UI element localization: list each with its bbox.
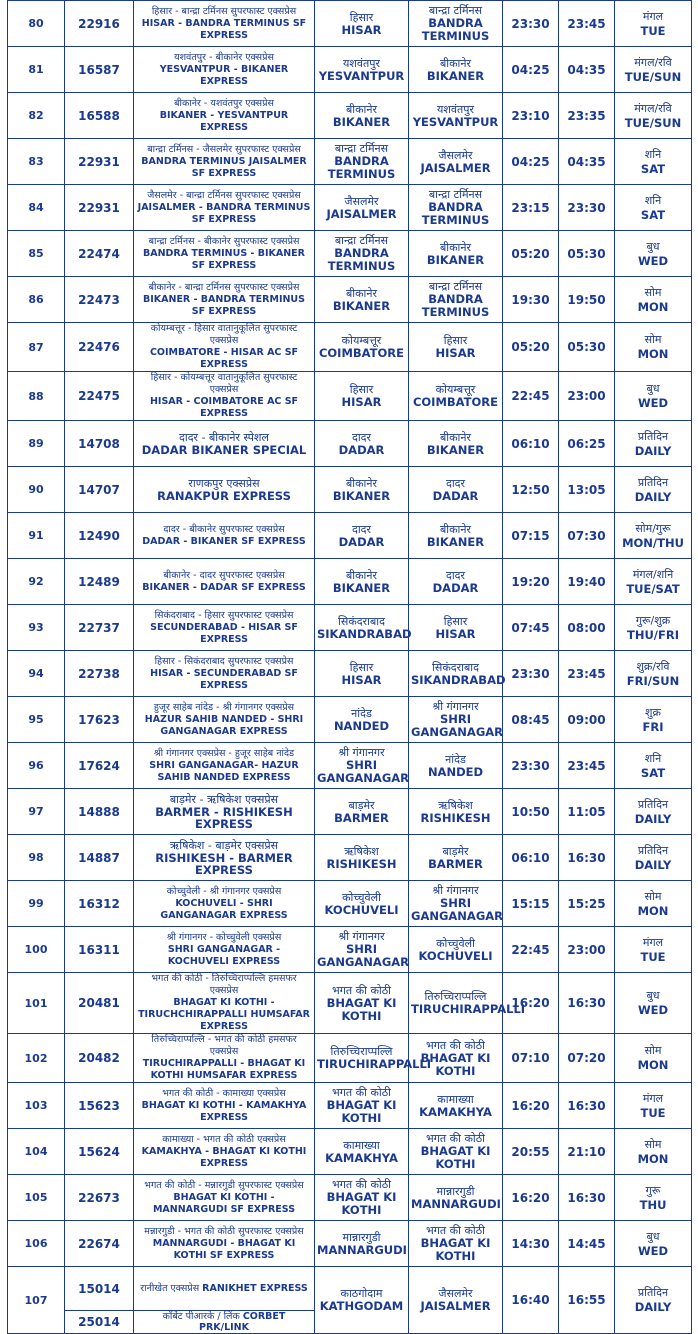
table-row [8,1129,692,1175]
serial-number: 88 [8,372,65,421]
serial-number: 84 [8,185,65,231]
serial-number: 83 [8,139,65,185]
running-days: प्रतिदिन DAILY [615,467,692,513]
from-station: ऋषिकेश RISHIKESH [315,835,409,881]
to-station: तिरुच्चिराप्पल्लि TIRUCHIRAPPALLI [409,973,503,1034]
arrival-time: 12:50 [503,467,559,513]
train-number: 17623 [65,697,134,743]
arrival-time: 23:10 [503,93,559,139]
serial-number: 105 [8,1175,65,1221]
train-number: 22474 [65,231,134,277]
train-number: 15014 [65,1267,134,1311]
running-days: सोम/गुरू MON/THU [615,513,692,559]
from-station: कामाख्या KAMAKHYA [315,1129,409,1175]
train-timetable [7,0,692,1334]
running-days: मंगल/रवि TUE/SUN [615,93,692,139]
departure-time: 09:00 [559,697,615,743]
from-station: हिसार HISAR [315,1,409,47]
from-station: जैसलमेर JAISALMER [315,185,409,231]
from-station: बीकानेर BIKANER [315,467,409,513]
departure-time: 16:30 [559,1083,615,1129]
table-row [8,231,692,277]
table-row [8,651,692,697]
arrival-time: 07:15 [503,513,559,559]
to-station: बीकानेर BIKANER [409,421,503,467]
table-row [8,559,692,605]
train-name: हिसार - कोयम्बत्तूर वातानुकूलित सुपरफास्ट एक्सप्रेस HISAR - COIMBATORE AC SF EXPRESS [134,372,315,421]
departure-time: 08:00 [559,605,615,651]
table-row [8,881,692,927]
to-station: श्री गंगानगर SHRI GANGANAGAR [409,881,503,927]
table-row [8,323,692,372]
train-name: श्री गंगानगर - कोच्चुवेली एक्सप्रेस SHRI GANGANAGAR - KOCHUVELI EXPRESS [134,927,315,973]
to-station: बीकानेर BIKANER [409,513,503,559]
to-station: मान्नारगुडी MANNARGUDI [409,1175,503,1221]
table-row [8,835,692,881]
train-name: हिसार - सिकंदराबाद सुपरफास्ट एक्सप्रेस HISAR - SECUNDERABAD SF EXPRESS [134,651,315,697]
train-number: 16587 [65,47,134,93]
from-station: सिकंदराबाद SIKANDRABAD [315,605,409,651]
table-row [8,743,692,789]
serial-number: 90 [8,467,65,513]
train-number: 22476 [65,323,134,372]
train-number: 22916 [65,1,134,47]
train-number: 25014 [65,1311,134,1334]
arrival-time: 16:20 [503,1083,559,1129]
to-station: कामाख्या KAMAKHYA [409,1083,503,1129]
serial-number: 95 [8,697,65,743]
train-name: बान्द्रा टर्मिनस - बीकानेर सुपरफास्ट एक्सप्रेस BANDRA TERMINUS - BIKANER SF EXPRESS [134,231,315,277]
arrival-time: 19:30 [503,277,559,323]
table-row [8,1267,692,1311]
arrival-time: 16:40 [503,1267,559,1334]
to-station: नांदेड NANDED [409,743,503,789]
serial-number: 80 [8,1,65,47]
train-name: यशवंतपुर - बीकानेर एक्सप्रेस YESVANTPUR - BIKANER EXPRESS [134,47,315,93]
train-number: 22475 [65,372,134,421]
serial-number: 93 [8,605,65,651]
table-row [8,927,692,973]
running-days: मंगल TUE [615,927,692,973]
to-station: हिसार HISAR [409,323,503,372]
from-station: बाड़मेर BARMER [315,789,409,835]
train-name: कोच्चुवेली - श्री गंगानगर एक्सप्रेस KOCHUVELI - SHRI GANGANAGAR EXPRESS [134,881,315,927]
arrival-time: 14:30 [503,1221,559,1267]
train-number: 22673 [65,1175,134,1221]
table-row [8,973,692,1034]
to-station: बान्द्रा टर्मिनस BANDRA TERMINUS [409,277,503,323]
train-number: 22674 [65,1221,134,1267]
serial-number: 86 [8,277,65,323]
running-days: प्रतिदिन DAILY [615,835,692,881]
to-station: बीकानेर BIKANER [409,47,503,93]
train-name: बान्द्रा टर्मिनस - जैसलमेर सुपरफास्ट एक्सप्रेस BANDRA TERMINUS JAISALMER SF EXPRESS [134,139,315,185]
table-row [8,1083,692,1129]
train-name: हिसार - बान्द्रा टर्मिनस सुपरफास्ट एक्सप्रेस HISAR - BANDRA TERMINUS SF EXPRESS [134,1,315,47]
from-station: कोयम्बत्तूर COIMBATORE [315,323,409,372]
arrival-time: 22:45 [503,927,559,973]
to-station: दादर DADAR [409,467,503,513]
train-number: 15624 [65,1129,134,1175]
table-row [8,1,692,47]
arrival-time: 23:30 [503,743,559,789]
arrival-time: 20:55 [503,1129,559,1175]
table-row [8,1175,692,1221]
departure-time: 23:00 [559,372,615,421]
from-station: भगत की कोठी BHAGAT KI KOTHI [315,973,409,1034]
departure-time: 04:35 [559,47,615,93]
to-station: बान्द्रा टर्मिनस BANDRA TERMINUS [409,185,503,231]
from-station: नांदेड NANDED [315,697,409,743]
serial-number: 97 [8,789,65,835]
from-station: मान्नारगुडी MANNARGUDI [315,1221,409,1267]
departure-time: 16:30 [559,1175,615,1221]
running-days: शनि SAT [615,139,692,185]
arrival-time: 06:10 [503,421,559,467]
arrival-time: 23:30 [503,651,559,697]
train-number: 16311 [65,927,134,973]
serial-number: 92 [8,559,65,605]
serial-number: 101 [8,973,65,1034]
serial-number: 106 [8,1221,65,1267]
train-name: ऋषिकेश - बाड़मेर एक्सप्रेस RISHIKESH - BARMER EXPRESS [134,835,315,881]
running-days: प्रतिदिन DAILY [615,421,692,467]
running-days: सोम MON [615,277,692,323]
departure-time: 07:30 [559,513,615,559]
serial-number: 98 [8,835,65,881]
running-days: शनि SAT [615,185,692,231]
serial-number: 107 [8,1267,65,1334]
to-station: श्री गंगानगर SHRI GANGANAGAR [409,697,503,743]
running-days: शनि SAT [615,743,692,789]
arrival-time: 08:45 [503,697,559,743]
departure-time: 19:50 [559,277,615,323]
departure-time: 16:30 [559,973,615,1034]
serial-number: 87 [8,323,65,372]
train-name: जैसलमेर - बान्द्रा टर्मिनस सुपरफास्ट एक्सप्रेस JAISALMER - BANDRA TERMINUS SF EXPRESS [134,185,315,231]
departure-time: 23:35 [559,93,615,139]
train-number: 22931 [65,139,134,185]
running-days: सोम MON [615,323,692,372]
to-station: कोच्चुवेली KOCHUVELI [409,927,503,973]
serial-number: 94 [8,651,65,697]
running-days: बुध WED [615,372,692,421]
running-days: शुक्र FRI [615,697,692,743]
departure-time: 21:10 [559,1129,615,1175]
running-days: सोम MON [615,1034,692,1083]
train-number: 16588 [65,93,134,139]
to-station: यशवंतपुर YESVANTPUR [409,93,503,139]
departure-time: 23:45 [559,1,615,47]
arrival-time: 05:20 [503,323,559,372]
table-row [8,139,692,185]
to-station: बान्द्रा टर्मिनस BANDRA TERMINUS [409,1,503,47]
train-name: भगत की कोठी - तिरुच्चिराप्पल्लि हमसफर एक्सप्रेस BHAGAT KI KOTHI - TIRUCHCHIRAPPALLI HUMSAFAR EXPRESS [134,973,315,1034]
from-station: भगत की कोठी BHAGAT KI KOTHI [315,1175,409,1221]
departure-time: 15:25 [559,881,615,927]
arrival-time: 15:15 [503,881,559,927]
serial-number: 99 [8,881,65,927]
serial-number: 85 [8,231,65,277]
to-station: बाड़मेर BARMER [409,835,503,881]
serial-number: 89 [8,421,65,467]
train-number: 22931 [65,185,134,231]
train-name: कोयम्बत्तूर - हिसार वातानुकूलित सुपरफास्ट एक्सप्रेस COIMBATORE - HISAR AC SF EXPRESS [134,323,315,372]
table-row [8,1034,692,1083]
train-name: श्री गंगानगर एक्सप्रेस - हुजूर साहेब नांदेड SHRI GANGANAGAR- HAZUR SAHIB NANDED EXPRESS [134,743,315,789]
serial-number: 91 [8,513,65,559]
train-name: भगत की कोठी - कामाख्या एक्सप्रेस BHAGAT KI KOTHI - KAMAKHYA EXPRESS [134,1083,315,1129]
train-name: मन्नारगुडी - भगत की कोठी सुपरफास्ट एक्सप्रेस MANNARGUDI - BHAGAT KI KOTHI SF EXPRESS [134,1221,315,1267]
train-name: दादर - बीकानेर सुपरफास्ट एक्सप्रेस DADAR - BIKANER SF EXPRESS [134,513,315,559]
departure-time: 23:45 [559,743,615,789]
running-days: मंगल/रवि TUE/SUN [615,47,692,93]
train-name: बीकानेर - बान्द्रा टर्मिनस सुपरफास्ट एक्सप्रेस BIKANER - BANDRA TERMINUS SF EXPRESS [134,277,315,323]
timetable-body [8,1,692,1334]
from-station: काठगोदाम KATHGODAM [315,1267,409,1334]
departure-time: 07:20 [559,1034,615,1083]
arrival-time: 07:45 [503,605,559,651]
train-number: 20481 [65,973,134,1034]
to-station: कोयम्बत्तूर COIMBATORE [409,372,503,421]
serial-number: 102 [8,1034,65,1083]
arrival-time: 19:20 [503,559,559,605]
to-station: भगत की कोठी BHAGAT KI KOTHI [409,1129,503,1175]
running-days: प्रतिदिन DAILY [615,789,692,835]
to-station: दादर DADAR [409,559,503,605]
departure-time: 23:45 [559,651,615,697]
arrival-time: 06:10 [503,835,559,881]
departure-time: 14:45 [559,1221,615,1267]
arrival-time: 23:15 [503,185,559,231]
train-number: 22473 [65,277,134,323]
serial-number: 104 [8,1129,65,1175]
train-name: कॉर्बेट पीआरके / लिंक CORBET PRK/LINK [134,1311,315,1334]
to-station: हिसार HISAR [409,605,503,651]
train-number: 15623 [65,1083,134,1129]
departure-time: 23:00 [559,927,615,973]
serial-number: 103 [8,1083,65,1129]
running-days: शुक्र/रवि FRI/SUN [615,651,692,697]
from-station: दादर DADAR [315,421,409,467]
train-number: 12490 [65,513,134,559]
departure-time: 04:35 [559,139,615,185]
departure-time: 16:30 [559,835,615,881]
from-station: भगत की कोठी BHAGAT KI KOTHI [315,1083,409,1129]
from-station: श्री गंगानगर SHRI GANGANAGAR [315,927,409,973]
train-number: 16312 [65,881,134,927]
from-station: बीकानेर BIKANER [315,559,409,605]
train-number: 12489 [65,559,134,605]
serial-number: 96 [8,743,65,789]
running-days: मंगल TUE [615,1083,692,1129]
from-station: यशवंतपुर YESVANTPUR [315,47,409,93]
running-days: सोम MON [615,881,692,927]
departure-time: 19:40 [559,559,615,605]
serial-number: 81 [8,47,65,93]
from-station: बीकानेर BIKANER [315,277,409,323]
table-row [8,1221,692,1267]
arrival-time: 23:30 [503,1,559,47]
table-row [8,93,692,139]
running-days: बुध WED [615,973,692,1034]
arrival-time: 04:25 [503,139,559,185]
table-row [8,697,692,743]
train-name: कामाख्या - भगत की कोठी एक्सप्रेस KAMAKHYA - BHAGAT KI KOTHI EXPRESS [134,1129,315,1175]
train-number: 14707 [65,467,134,513]
train-name: सिकंदराबाद - हिसार सुपरफास्ट एक्सप्रेस SECUNDERABAD - HISAR SF EXPRESS [134,605,315,651]
train-name: भगत की कोठी - मन्नारगुडी सुपरफास्ट एक्सप्रेस BHAGAT KI KOTHI - MANNARGUDI SF EXPRESS [134,1175,315,1221]
train-number: 17624 [65,743,134,789]
train-number: 14708 [65,421,134,467]
departure-time: 16:55 [559,1267,615,1334]
from-station: हिसार HISAR [315,651,409,697]
table-row [8,47,692,93]
from-station: कोच्चुवेली KOCHUVELI [315,881,409,927]
to-station: बीकानेर BIKANER [409,231,503,277]
departure-time: 13:05 [559,467,615,513]
from-station: बान्द्रा टर्मिनस BANDRA TERMINUS [315,231,409,277]
train-number: 22738 [65,651,134,697]
departure-time: 06:25 [559,421,615,467]
table-row [8,513,692,559]
from-station: दादर DADAR [315,513,409,559]
running-days: बुध WED [615,231,692,277]
table-row [8,421,692,467]
to-station: भगत की कोठी BHAGAT KI KOTHI [409,1221,503,1267]
train-name: राणकपुर एक्सप्रेस RANAKPUR EXPRESS [134,467,315,513]
serial-number: 100 [8,927,65,973]
departure-time: 23:30 [559,185,615,231]
departure-time: 05:30 [559,323,615,372]
train-name: बीकानेर - दादर सुपरफास्ट एक्सप्रेस BIKANER - DADAR SF EXPRESS [134,559,315,605]
train-number: 14887 [65,835,134,881]
arrival-time: 16:20 [503,973,559,1034]
arrival-time: 16:20 [503,1175,559,1221]
table-row [8,467,692,513]
train-name: बाड़मेर - ऋषिकेश एक्सप्रेस BARMER - RISHIKESH EXPRESS [134,789,315,835]
train-number: 20482 [65,1034,134,1083]
train-name: हुजूर साहेब नांदेड - श्री गंगानगर एक्सप्रेस HAZUR SAHIB NANDED - SHRI GANGANAGAR EXPRESS [134,697,315,743]
table-row [8,185,692,231]
from-station: तिरुच्चिराप्पल्लि TIRUCHIRAPPALLI [315,1034,409,1083]
to-station: भगत की कोठी BHAGAT KI KOTHI [409,1034,503,1083]
to-station: जैसलमेर JAISALMER [409,139,503,185]
train-name: दादर - बीकानेर स्पेशल DADAR BIKANER SPECIAL [134,421,315,467]
table-row [8,605,692,651]
running-days: बुध WED [615,1221,692,1267]
table-row [8,789,692,835]
train-name: तिरुच्चिराप्पल्लि - भगत की कोठी हमसफर एक्सप्रेस TIRUCHIRAPPALLI - BHAGAT KI KOTHI HUMSAFAR EXPRESS [134,1034,315,1083]
arrival-time: 10:50 [503,789,559,835]
arrival-time: 04:25 [503,47,559,93]
running-days: गुरू THU [615,1175,692,1221]
from-station: बीकानेर BIKANER [315,93,409,139]
running-days: मंगल/शनि TUE/SAT [615,559,692,605]
from-station: श्री गंगानगर SHRI GANGANAGAR [315,743,409,789]
from-station: हिसार HISAR [315,372,409,421]
table-row [8,372,692,421]
serial-number: 82 [8,93,65,139]
arrival-time: 05:20 [503,231,559,277]
running-days: प्रतिदिन DAILY [615,1267,692,1334]
from-station: बान्द्रा टर्मिनस BANDRA TERMINUS [315,139,409,185]
table-row [8,277,692,323]
to-station: सिकंदराबाद SIKANDRABAD [409,651,503,697]
train-name: बीकानेर - यशवंतपुर एक्सप्रेस BIKANER - YESVANTPUR EXPRESS [134,93,315,139]
arrival-time: 07:10 [503,1034,559,1083]
running-days: गुरू/शुक्र THU/FRI [615,605,692,651]
to-station: ऋषिकेश RISHIKESH [409,789,503,835]
departure-time: 11:05 [559,789,615,835]
train-number: 14888 [65,789,134,835]
departure-time: 05:30 [559,231,615,277]
to-station: जैसलमेर JAISALMER [409,1267,503,1334]
running-days: सोम MON [615,1129,692,1175]
train-name: रानीखेत एक्सप्रेस RANIKHET EXPRESS [134,1267,315,1311]
train-number: 22737 [65,605,134,651]
arrival-time: 22:45 [503,372,559,421]
running-days: मंगल TUE [615,1,692,47]
